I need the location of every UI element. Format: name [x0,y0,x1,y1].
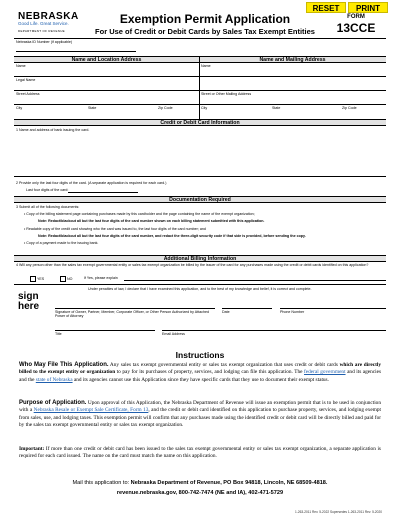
doc-bullet-2: • Readable copy of the credit card showing who the card was issued to, the last four digits of the card number; and [24,227,206,231]
revision-footer: 1-263-2011 Rev. 5-2022 Supersedes 1-263-2011 Rev. 5-2020 [295,510,382,514]
print-button[interactable]: PRINT [348,2,388,13]
date-label: Date [222,310,230,314]
email-input[interactable] [162,330,386,331]
mail-address: Mail this application to: Nebraska Department of Revenue, PO Box 94818, Lincoln, NE 68509-4818. [72,480,328,486]
location-header: Name and Location Address [14,56,199,63]
q1-label: 1 Name and address of bank issuing the card. [16,128,90,132]
explain-input[interactable] [124,280,386,281]
zip-label: Zip Code [158,106,173,110]
declaration-text: Under penalties of law, I declare that I have examined this application, and to the best of my knowledge and belief, it is correct and complete. [88,287,312,291]
instructions-heading: Instructions [175,350,225,360]
title-label: Title [55,332,62,336]
mailing-zip-label: Zip Code [342,106,357,110]
no-checkbox[interactable] [60,276,66,282]
form-id: 13CCE [336,21,376,35]
mailing-state-label: State [272,106,281,110]
federal-government-link[interactable]: federal government [304,369,346,376]
sign-here-label [18,292,39,312]
doc-bullet-3: • Copy of a payment made to the issuing bank. [24,241,99,245]
header-rule [14,38,386,39]
mailing-city-label: City [201,106,208,110]
explain-label: If Yes, please explain [84,276,118,280]
mailing-street-label: Street or Other Mailing Address [201,92,252,96]
no-option[interactable]: NO [60,276,72,282]
row-rule [14,284,386,285]
last-four-input[interactable] [68,192,138,193]
q2-label: 2 Provide only the last four digits of the card. (A separate application is required for each card.) [16,181,167,185]
legal-name-label: Legal Name [16,78,36,82]
yes-checkbox[interactable] [30,276,36,282]
nebraska-logo [18,11,79,33]
logo-dept: DEPARTMENT OF REVENUE [18,29,65,33]
date-input[interactable] [222,308,272,309]
title-input[interactable] [55,330,155,331]
page-title: Exemption Permit Application [119,12,291,26]
row-rule [14,176,386,177]
doc-note-1: Note: Redact/blackout all but the last four digits of the card number shown on each billing statement submitted with this application. [38,219,265,223]
city-label: City [16,106,23,110]
row-rule [14,90,386,91]
phone-input[interactable] [280,308,386,309]
id-number-input[interactable] [16,51,136,52]
purpose-paragraph: Purpose of Application. Upon approval of this Application, the Nebraska Department of Revenue will issue an exemption permit that is to be used in conjunction with a Nebraska Resale or Exempt Sale Certificate, Form 13, and the credit or debit card identified on this application to purchase property, services, and lodging exempt from sales, use, and lodging taxes. This exemption permit will confirm that any purchases made using the identified credit or debit card will be directly billed and paid for by the sales tax exempt governmental entity or sales tax exempt organization. [19,400,382,429]
state-label: State [88,106,97,110]
doc-note-2: Note: Redact/blackout all but the last four digits of the card number, and redact the three-digit security code if that side is provided, before sending the copy. [38,234,306,238]
last-four-label: Last four digits of the card: [26,188,69,192]
sign-word: sign [18,291,39,302]
signature-label: Signature of Owner, Partner, Member, Corporate Officer, or Other Person Authorized by Attached Power of Attorney [55,310,209,319]
row-rule [14,76,386,77]
billing-header: Additional Billing Information [14,255,386,262]
reset-button[interactable]: RESET [306,2,346,13]
logo-name: NEBRASKA [18,11,79,22]
email-label: Email Address [162,332,185,336]
address-divider [199,56,200,119]
state-of-nebraska-link[interactable]: state of Nebraska [35,376,73,383]
street-label: Street Address [16,92,40,96]
form-number-box [330,14,382,35]
credit-header: Credit or Debit Card Information [14,119,386,126]
form-label: FORM [347,14,365,20]
id-number-label: Nebraska ID Number (if applicable) [16,40,73,44]
here-word: here [18,301,40,312]
logo-tagline: Good Life. Great Service. [18,21,69,26]
contact-line: revenue.nebraska.gov, 800-742-7474 (NE and IA), 402-471-5729 [116,490,284,496]
row-rule [14,104,386,105]
signature-input[interactable] [55,308,215,309]
location-name-label: Name [16,64,26,68]
form-13-link[interactable]: Nebraska Resale or Exempt Sale Certificate, Form 13 [33,407,149,414]
doc-bullet-1: • Copy of the billing statement page containing purchases made by this cardholder and the page containing the name of the exempt organization; [24,212,255,216]
documentation-header: Documentation Required [14,196,386,203]
phone-label: Phone Number [280,310,305,314]
who-may-file-paragraph: Who May File This Application. Any sales tax exempt governmental entity or sales tax exempt organization that uses credit or debit cards which are directly billed to the exempt entity or organization to pay for its purchases of property, services, and lodging can file this application. The federal government and its agencies and the state of Nebraska and its agencies cannot use this Application since they have specific cards that they use to document their exempt status. [19,362,382,383]
q3-label: 3 Submit all of the following documents: [16,205,80,209]
page-subtitle: For Use of Credit or Debit Cards by Sales Tax Exempt Entities [95,27,315,36]
q4-label: 4 Will any person other than the sales tax exempt governmental entity or sales tax exempt organization be billed by the issuer of the card for any purchases made using the credit or debit cards identified on this application? [16,263,369,267]
mailing-name-label: Name [201,64,211,68]
mailing-header: Name and Mailing Address [199,56,386,63]
yes-option[interactable]: YES [30,276,44,282]
important-paragraph: Important: If more than one credit or debit card has been issued to the sales tax exempt governmental entity or sales tax exempt organization, a separate application is required for each card issued. The name on the card must match the name on this application. [19,446,381,460]
